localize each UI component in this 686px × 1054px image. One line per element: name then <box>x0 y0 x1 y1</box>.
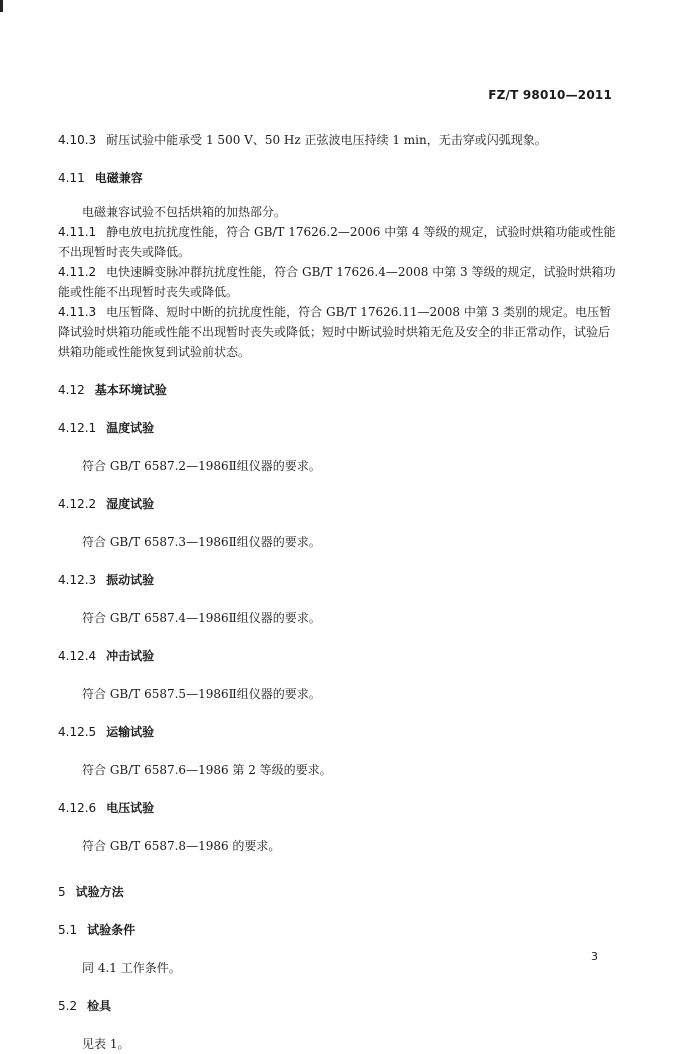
heading-4-12-3 <box>58 570 618 590</box>
heading-4-12-6 <box>58 798 618 818</box>
heading-title: 基本环境试验 <box>94 383 167 397</box>
clause-text: 电压暂降、短时中断的抗扰度性能，符合 GB/T 17626.11—2008 中第 3 类别的规定。电压暂降试验时烘箱功能或性能不出现暂时丧失或降低；短时中断试验时烘箱无危及安全的非正常动作，试验后烘箱功能或性能恢复到试验前状态。 <box>58 305 612 359</box>
document-body <box>58 122 618 1054</box>
heading-title: 振动试验 <box>106 573 155 587</box>
paragraph: 符合 GB/T 6587.5—1986Ⅱ组仪器的要求。 <box>82 687 321 701</box>
heading-5 <box>58 882 618 902</box>
clause-text: 静电放电抗扰度性能，符合 GB/T 17626.2—2006 中第 4 等级的规定，试验时烘箱功能或性能不出现暂时丧失或降低。 <box>58 225 616 259</box>
heading-number: 5.1 <box>58 923 78 937</box>
heading-number: 4.12.4 <box>58 649 97 663</box>
heading-number: 4.12.6 <box>58 801 97 815</box>
heading-title: 电磁兼容 <box>94 171 143 185</box>
paragraph: 符合 GB/T 6587.8—1986 的要求。 <box>82 839 281 853</box>
heading-number: 4.12.5 <box>58 725 97 739</box>
heading-number: 4.12.2 <box>58 497 97 511</box>
heading-5-1 <box>58 920 618 940</box>
heading-number: 4.12 <box>58 383 85 397</box>
paragraph: 见表 1。 <box>82 1037 130 1051</box>
paragraph: 电磁兼容试验不包括烘箱的加热部分。 <box>82 205 287 219</box>
heading-title: 试验条件 <box>87 923 136 937</box>
clause-text: 耐压试验中能承受 1 500 V、50 Hz 正弦波电压持续 1 min，无击穿或闪弧现象。 <box>106 133 547 147</box>
page-number: 3 <box>591 950 598 963</box>
heading-4-12-2 <box>58 494 618 514</box>
clause-number: 4.11.1 <box>58 225 97 239</box>
heading-number: 5.2 <box>58 999 78 1013</box>
heading-4-12-4 <box>58 646 618 666</box>
heading-4-12-5 <box>58 722 618 742</box>
clause-4-11-2 <box>58 262 618 302</box>
paragraph: 符合 GB/T 6587.4—1986Ⅱ组仪器的要求。 <box>82 611 321 625</box>
heading-title: 检具 <box>87 999 112 1013</box>
clause-4-11-1 <box>58 222 618 262</box>
heading-number: 4.12.3 <box>58 573 97 587</box>
heading-number: 4.11 <box>58 171 85 185</box>
clause-4-11-3 <box>58 302 618 362</box>
clause-number: 4.11.3 <box>58 305 97 319</box>
paragraph: 符合 GB/T 6587.2—1986Ⅱ组仪器的要求。 <box>82 459 321 473</box>
heading-title: 电压试验 <box>106 801 155 815</box>
heading-4-11 <box>58 168 618 188</box>
clause-number: 4.10.3 <box>58 133 97 147</box>
clause-number: 4.11.2 <box>58 265 97 279</box>
scan-mark <box>0 0 3 12</box>
heading-title: 冲击试验 <box>106 649 155 663</box>
heading-number: 5 <box>58 885 66 899</box>
heading-4-12 <box>58 380 618 400</box>
standard-code: FZ/T 98010—2011 <box>488 88 612 102</box>
heading-number: 4.12.1 <box>58 421 97 435</box>
paragraph: 同 4.1 工作条件。 <box>82 961 181 975</box>
clause-text: 电快速瞬变脉冲群抗扰度性能，符合 GB/T 17626.4—2008 中第 3 等级的规定，试验时烘箱功能或性能不出现暂时丧失或降低。 <box>58 265 616 299</box>
heading-title: 温度试验 <box>106 421 155 435</box>
heading-5-2 <box>58 996 618 1016</box>
clause-4-10-3 <box>58 130 618 150</box>
paragraph: 符合 GB/T 6587.3—1986Ⅱ组仪器的要求。 <box>82 535 321 549</box>
heading-title: 湿度试验 <box>106 497 155 511</box>
heading-title: 试验方法 <box>75 885 124 899</box>
heading-title: 运输试验 <box>106 725 155 739</box>
paragraph: 符合 GB/T 6587.6—1986 第 2 等级的要求。 <box>82 763 332 777</box>
heading-4-12-1 <box>58 418 618 438</box>
